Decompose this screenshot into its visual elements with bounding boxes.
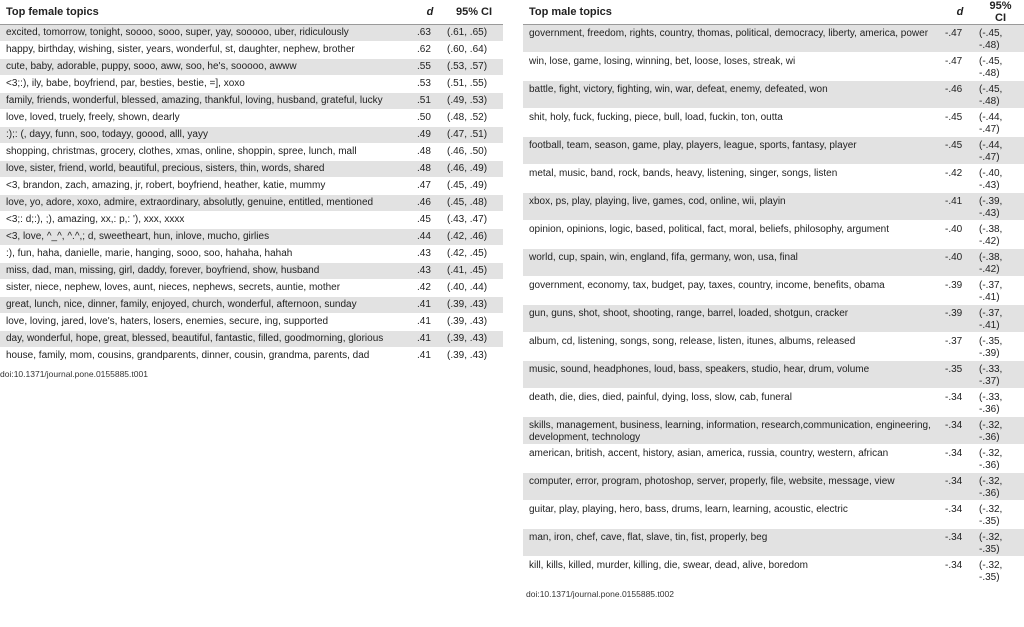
table-row (0, 229, 503, 246)
topics-cell: cute, baby, adorable, puppy, sooo, aww, soo, he's, sooooo, awww (0, 59, 415, 76)
topics-cell: man, iron, chef, cave, flat, slave, tin, fist, properly, beg (523, 529, 943, 557)
d-value-cell: -.34 (943, 473, 977, 501)
table-row (0, 263, 503, 280)
ci-value-cell: (-.32, -.36) (977, 473, 1024, 501)
d-value-cell: .43 (415, 263, 445, 280)
table-row (523, 417, 1024, 445)
ci-value-cell: (.45, .48) (445, 195, 503, 212)
d-value-cell: .44 (415, 229, 445, 246)
ci-value-cell: (.39, .43) (445, 314, 503, 331)
d-value-cell: .48 (415, 144, 445, 161)
d-value-cell: -.46 (943, 81, 977, 109)
topics-cell: shit, holy, fuck, fucking, piece, bull, load, fuckin, ton, outta (523, 109, 943, 137)
topics-cell: love, loved, truely, freely, shown, dearly (0, 110, 415, 127)
table-row (0, 297, 503, 314)
ci-value-cell: (-.38, -.42) (977, 221, 1024, 249)
ci-value-cell: (-.32, -.35) (977, 557, 1024, 585)
topics-cell: music, sound, headphones, loud, bass, speakers, studio, hear, drum, volume (523, 361, 943, 389)
table-row (0, 331, 503, 348)
table-row (0, 212, 503, 229)
ci-value-cell: (.42, .46) (445, 229, 503, 246)
table-row (523, 109, 1024, 137)
table-row (0, 144, 503, 161)
d-value-cell: -.34 (943, 557, 977, 585)
d-value-cell: .41 (415, 348, 445, 365)
d-column-header: d (415, 0, 445, 25)
table-row (523, 529, 1024, 557)
d-value-cell: .55 (415, 59, 445, 76)
table-row (523, 53, 1024, 81)
topics-cell: american, british, accent, history, asian, america, russia, country, western, african (523, 445, 943, 473)
topics-cell: miss, dad, man, missing, girl, daddy, forever, boyfriend, show, husband (0, 263, 415, 280)
d-value-cell: -.45 (943, 137, 977, 165)
ci-value-cell: (.42, .45) (445, 246, 503, 263)
ci-value-cell: (.51, .55) (445, 76, 503, 93)
topics-cell: death, die, dies, died, painful, dying, loss, slow, cab, funeral (523, 389, 943, 417)
ci-column-header: 95% CI (977, 0, 1024, 25)
topics-cell: metal, music, band, rock, bands, heavy, listening, singer, songs, listen (523, 165, 943, 193)
d-value-cell: .51 (415, 93, 445, 110)
d-value-cell: -.47 (943, 25, 977, 53)
topics-cell: world, cup, spain, win, england, fifa, germany, won, usa, final (523, 249, 943, 277)
d-value-cell: .62 (415, 42, 445, 59)
d-value-cell: .45 (415, 212, 445, 229)
ci-value-cell: (.60, .64) (445, 42, 503, 59)
male-topics-panel (523, 0, 1024, 599)
d-value-cell: -.34 (943, 501, 977, 529)
topics-cell: love, loving, jared, love's, haters, losers, enemies, secure, ing, supported (0, 314, 415, 331)
topics-cell: gun, guns, shot, shoot, shooting, range, barrel, loaded, shotgun, cracker (523, 305, 943, 333)
topics-cell: government, freedom, rights, country, thomas, political, democracy, liberty, america, power (523, 25, 943, 53)
topics-cell: day, wonderful, hope, great, blessed, beautiful, fantastic, filled, goodmorning, glorious (0, 331, 415, 348)
ci-value-cell: (-.38, -.42) (977, 249, 1024, 277)
d-value-cell: .42 (415, 280, 445, 297)
topics-cell: shopping, christmas, grocery, clothes, xmas, online, shoppin, spree, lunch, mall (0, 144, 415, 161)
d-value-cell: .47 (415, 178, 445, 195)
topics-cell: football, team, season, game, play, players, league, sports, fantasy, player (523, 137, 943, 165)
d-value-cell: -.39 (943, 305, 977, 333)
ci-value-cell: (-.32, -.35) (977, 529, 1024, 557)
table-row (523, 557, 1024, 585)
table-row (0, 127, 503, 144)
ci-column-header: 95% CI (445, 0, 503, 25)
ci-value-cell: (.61, .65) (445, 25, 503, 42)
ci-value-cell: (-.37, -.41) (977, 305, 1024, 333)
topics-cell: :);: (, dayy, funn, soo, todayy, goood, alll, yayy (0, 127, 415, 144)
table-row (523, 445, 1024, 473)
d-value-cell: -.40 (943, 249, 977, 277)
topics-cell: opinion, opinions, logic, based, political, fact, moral, beliefs, philosophy, argument (523, 221, 943, 249)
table-row (523, 25, 1024, 53)
topics-cell: win, lose, game, losing, winning, bet, loose, loses, streak, wi (523, 53, 943, 81)
d-value-cell: -.40 (943, 221, 977, 249)
table-header-row (523, 0, 1024, 25)
topics-cell: <3;:), ily, babe, boyfriend, par, besties, bestie, =], xoxo (0, 76, 415, 93)
ci-value-cell: (-.44, -.47) (977, 109, 1024, 137)
d-value-cell: -.35 (943, 361, 977, 389)
topics-cell: sister, niece, nephew, loves, aunt, nieces, nephews, secrets, auntie, mother (0, 280, 415, 297)
female-table-doi[interactable]: doi:10.1371/journal.pone.0155885.t001 (0, 369, 148, 379)
d-value-cell: -.45 (943, 109, 977, 137)
table-row (523, 249, 1024, 277)
table-row (523, 361, 1024, 389)
d-value-cell: -.39 (943, 277, 977, 305)
table-row (523, 501, 1024, 529)
female-table-body (0, 25, 503, 365)
male-table-body (523, 25, 1024, 585)
topics-cell: guitar, play, playing, hero, bass, drums, learn, learning, acoustic, electric (523, 501, 943, 529)
ci-value-cell: (-.32, -.35) (977, 501, 1024, 529)
table-row (0, 178, 503, 195)
ci-value-cell: (.45, .49) (445, 178, 503, 195)
ci-value-cell: (.49, .53) (445, 93, 503, 110)
ci-value-cell: (-.32, -.36) (977, 417, 1024, 445)
d-value-cell: -.34 (943, 417, 977, 445)
topics-cell: computer, error, program, photoshop, server, properly, file, website, message, view (523, 473, 943, 501)
table-row (0, 93, 503, 110)
d-value-cell: -.34 (943, 445, 977, 473)
topics-column-header: Top female topics (0, 0, 415, 25)
ci-value-cell: (.41, .45) (445, 263, 503, 280)
d-value-cell: -.37 (943, 333, 977, 361)
female-topics-panel (0, 0, 503, 379)
topics-cell: skills, management, business, learning, information, research,communication, engineering, development, technology (523, 417, 943, 445)
ci-value-cell: (.53, .57) (445, 59, 503, 76)
table-row (523, 277, 1024, 305)
table-row (0, 110, 503, 127)
ci-value-cell: (-.35, -.39) (977, 333, 1024, 361)
d-value-cell: .48 (415, 161, 445, 178)
ci-value-cell: (.48, .52) (445, 110, 503, 127)
d-value-cell: .63 (415, 25, 445, 42)
ci-value-cell: (-.45, -.48) (977, 81, 1024, 109)
table-row (0, 76, 503, 93)
table-row (523, 389, 1024, 417)
d-value-cell: .41 (415, 314, 445, 331)
d-column-header: d (943, 0, 977, 25)
d-value-cell: -.47 (943, 53, 977, 81)
ci-value-cell: (-.33, -.37) (977, 361, 1024, 389)
topics-cell: album, cd, listening, songs, song, release, listen, itunes, albums, released (523, 333, 943, 361)
female-topics-table (0, 0, 503, 365)
table-row (523, 137, 1024, 165)
table-header-row (0, 0, 503, 25)
ci-value-cell: (.40, .44) (445, 280, 503, 297)
table-row (0, 348, 503, 365)
male-table-doi[interactable]: doi:10.1371/journal.pone.0155885.t002 (526, 589, 674, 599)
d-value-cell: .43 (415, 246, 445, 263)
ci-value-cell: (.46, .49) (445, 161, 503, 178)
table-row (0, 314, 503, 331)
ci-value-cell: (-.45, -.48) (977, 25, 1024, 53)
table-row (0, 246, 503, 263)
d-value-cell: -.41 (943, 193, 977, 221)
ci-value-cell: (-.40, -.43) (977, 165, 1024, 193)
topics-cell: house, family, mom, cousins, grandparents, dinner, cousin, grandma, parents, dad (0, 348, 415, 365)
topics-cell: love, yo, adore, xoxo, admire, extraordinary, absolutly, genuine, entitled, mentioned (0, 195, 415, 212)
d-value-cell: .41 (415, 297, 445, 314)
topics-cell: <3;: d;:), ;), amazing, xx,: p,: '), xxx, xxxx (0, 212, 415, 229)
topics-cell: family, friends, wonderful, blessed, amazing, thankful, loving, husband, grateful, lucky (0, 93, 415, 110)
ci-value-cell: (.39, .43) (445, 348, 503, 365)
male-topics-table (523, 0, 1024, 585)
ci-value-cell: (.47, .51) (445, 127, 503, 144)
table-row (523, 333, 1024, 361)
topics-cell: excited, tomorrow, tonight, soooo, sooo, super, yay, sooooo, uber, ridiculously (0, 25, 415, 42)
topics-cell: love, sister, friend, world, beautiful, precious, sisters, thin, words, shared (0, 161, 415, 178)
topics-cell: xbox, ps, play, playing, live, games, cod, online, wii, playin (523, 193, 943, 221)
table-row (0, 195, 503, 212)
topics-cell: happy, birthday, wishing, sister, years, wonderful, st, daughter, nephew, brother (0, 42, 415, 59)
table-row (0, 280, 503, 297)
ci-value-cell: (.46, .50) (445, 144, 503, 161)
d-value-cell: .50 (415, 110, 445, 127)
d-value-cell: .53 (415, 76, 445, 93)
d-value-cell: .49 (415, 127, 445, 144)
ci-value-cell: (-.32, -.36) (977, 445, 1024, 473)
table-row (523, 305, 1024, 333)
table-row (523, 473, 1024, 501)
topics-cell: <3, brandon, zach, amazing, jr, robert, boyfriend, heather, katie, mummy (0, 178, 415, 195)
table-row (0, 42, 503, 59)
ci-value-cell: (-.45, -.48) (977, 53, 1024, 81)
table-row (523, 81, 1024, 109)
d-value-cell: .46 (415, 195, 445, 212)
topics-cell: <3, love, ^_^, ^.^,; d, sweetheart, hun, inlove, mucho, girlies (0, 229, 415, 246)
topics-cell: battle, fight, victory, fighting, win, war, defeat, enemy, defeated, won (523, 81, 943, 109)
d-value-cell: -.34 (943, 529, 977, 557)
table-row (0, 161, 503, 178)
d-value-cell: -.42 (943, 165, 977, 193)
topics-cell: kill, kills, killed, murder, killing, die, swear, dead, alive, boredom (523, 557, 943, 585)
ci-value-cell: (.39, .43) (445, 331, 503, 348)
table-row (0, 59, 503, 76)
ci-value-cell: (-.39, -.43) (977, 193, 1024, 221)
table-row (523, 165, 1024, 193)
table-row (523, 193, 1024, 221)
d-value-cell: -.34 (943, 389, 977, 417)
ci-value-cell: (-.37, -.41) (977, 277, 1024, 305)
topics-column-header: Top male topics (523, 0, 943, 25)
ci-value-cell: (-.44, -.47) (977, 137, 1024, 165)
topics-cell: :), fun, haha, danielle, marie, hanging, sooo, soo, hahaha, hahah (0, 246, 415, 263)
topics-cell: government, economy, tax, budget, pay, taxes, country, income, benefits, obama (523, 277, 943, 305)
ci-value-cell: (-.33, -.36) (977, 389, 1024, 417)
topics-cell: great, lunch, nice, dinner, family, enjoyed, church, wonderful, afternoon, sunday (0, 297, 415, 314)
table-row (523, 221, 1024, 249)
ci-value-cell: (.39, .43) (445, 297, 503, 314)
d-value-cell: .41 (415, 331, 445, 348)
table-row (0, 25, 503, 42)
ci-value-cell: (.43, .47) (445, 212, 503, 229)
